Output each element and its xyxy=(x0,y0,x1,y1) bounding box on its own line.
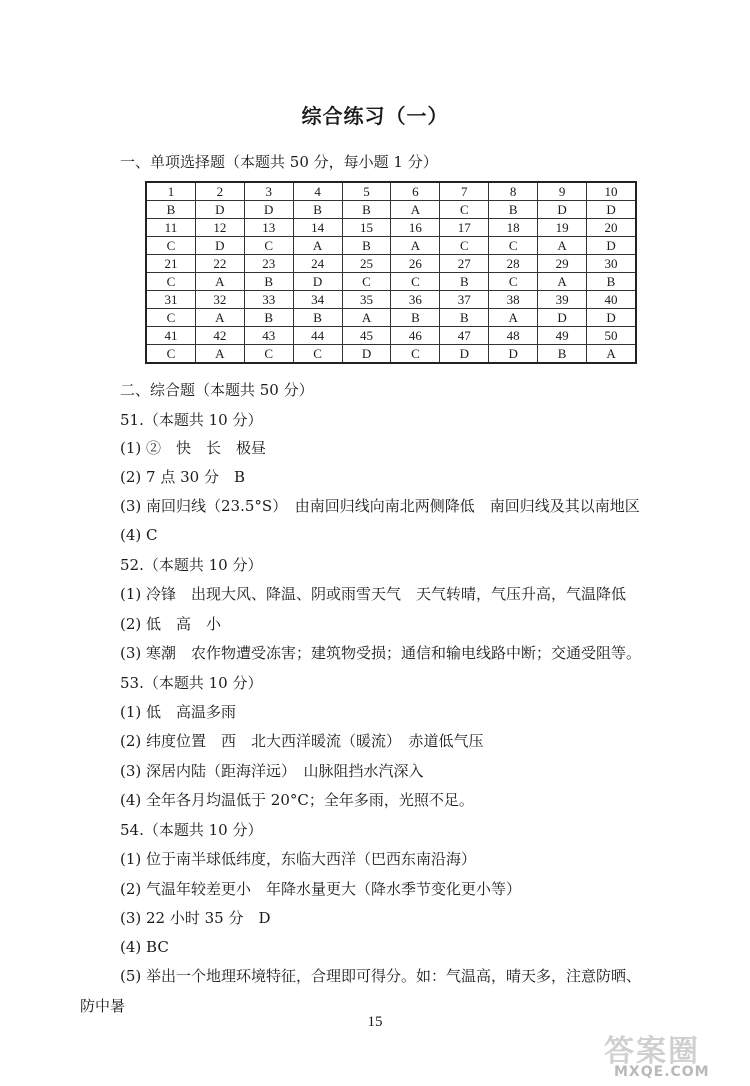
answer-cell: D xyxy=(489,345,538,364)
answer-cell: A xyxy=(342,309,391,327)
answer-line-continuation: 防中暑 xyxy=(80,997,126,1015)
answer-row xyxy=(146,345,636,364)
answer-cell: A xyxy=(293,237,342,255)
question-number-cell: 49 xyxy=(538,327,587,345)
answer-cell: A xyxy=(195,345,244,364)
question-number-cell: 18 xyxy=(489,219,538,237)
answer-cell: A xyxy=(489,309,538,327)
answer-line: (2) 纬度位置 西 北大西洋暖流（暖流） 赤道低气压 xyxy=(120,732,484,750)
watermark-main-text: 答案圈 xyxy=(604,1034,700,1069)
answer-cell: D xyxy=(342,345,391,364)
answer-cell: D xyxy=(244,201,293,219)
answer-cell: A xyxy=(195,309,244,327)
answer-cell: B xyxy=(146,201,195,219)
watermark-url-text: MXQE.COM xyxy=(614,1064,710,1080)
answer-cell: C xyxy=(391,345,440,364)
question-number-cell: 10 xyxy=(587,182,636,201)
question-number-cell: 22 xyxy=(195,255,244,273)
question-number-cell: 7 xyxy=(440,182,489,201)
question-number-cell: 29 xyxy=(538,255,587,273)
question-number-cell: 44 xyxy=(293,327,342,345)
answer-cell: C xyxy=(146,345,195,364)
question-number-cell: 42 xyxy=(195,327,244,345)
answer-line: (3) 深居内陆（距海洋远） 山脉阻挡水汽深入 xyxy=(120,762,424,780)
question-number-cell: 12 xyxy=(195,219,244,237)
answer-cell: A xyxy=(538,237,587,255)
question-number-cell: 47 xyxy=(440,327,489,345)
question-number-cell: 20 xyxy=(587,219,636,237)
page-number: 15 xyxy=(367,1014,383,1030)
question-number-row xyxy=(146,327,636,345)
answer-cell: A xyxy=(538,273,587,291)
question-number-cell: 30 xyxy=(587,255,636,273)
question-number-cell: 6 xyxy=(391,182,440,201)
answer-row xyxy=(146,237,636,255)
answer-cell: B xyxy=(244,309,293,327)
answer-table xyxy=(145,181,637,364)
answer-row xyxy=(146,201,636,219)
page-title: 综合练习（一） xyxy=(301,104,449,128)
answer-cell: B xyxy=(489,201,538,219)
question-number-cell: 31 xyxy=(146,291,195,309)
question-number-cell: 35 xyxy=(342,291,391,309)
answer-row xyxy=(146,273,636,291)
answer-line: (3) 南回归线（23.5°S） 由南回归线向南北两侧降低 南回归线及其以南地区 xyxy=(120,497,640,515)
question-number-cell: 14 xyxy=(293,219,342,237)
answer-cell: C xyxy=(293,345,342,364)
question-number-row xyxy=(146,219,636,237)
answer-cell: B xyxy=(440,273,489,291)
question-52-heading: 52.（本题共 10 分） xyxy=(120,556,263,574)
answer-row xyxy=(146,309,636,327)
answer-line: (1) 低 高温多雨 xyxy=(120,703,237,721)
question-number-cell: 13 xyxy=(244,219,293,237)
answer-line: (2) 低 高 小 xyxy=(120,615,222,633)
question-number-cell: 8 xyxy=(489,182,538,201)
answer-cell: D xyxy=(538,201,587,219)
question-number-cell: 32 xyxy=(195,291,244,309)
question-number-cell: 27 xyxy=(440,255,489,273)
answer-cell: A xyxy=(391,201,440,219)
question-number-cell: 15 xyxy=(342,219,391,237)
answer-cell: C xyxy=(146,273,195,291)
answer-cell: A xyxy=(195,273,244,291)
watermark-logo xyxy=(604,1026,744,1082)
question-number-cell: 38 xyxy=(489,291,538,309)
answer-cell: D xyxy=(195,201,244,219)
question-number-cell: 45 xyxy=(342,327,391,345)
question-number-row xyxy=(146,182,636,201)
answer-cell: C xyxy=(342,273,391,291)
question-number-cell: 11 xyxy=(146,219,195,237)
section2-heading: 二、综合题（本题共 50 分） xyxy=(120,381,314,399)
question-number-cell: 37 xyxy=(440,291,489,309)
question-number-cell: 5 xyxy=(342,182,391,201)
answer-cell: B xyxy=(538,345,587,364)
question-number-cell: 16 xyxy=(391,219,440,237)
question-number-row xyxy=(146,255,636,273)
answer-line: (5) 举出一个地理环境特征，合理即可得分。如：气温高，晴天多，注意防晒、 xyxy=(120,967,642,985)
answer-cell: A xyxy=(391,237,440,255)
answer-line: (4) C xyxy=(120,526,158,544)
question-number-cell: 43 xyxy=(244,327,293,345)
answer-line: (1) 位于南半球低纬度，东临大西洋（巴西东南沿海） xyxy=(120,850,477,868)
question-number-cell: 50 xyxy=(587,327,636,345)
answer-cell: B xyxy=(342,237,391,255)
answer-line: (2) 7 点 30 分 B xyxy=(120,468,245,486)
question-number-cell: 23 xyxy=(244,255,293,273)
question-number-cell: 39 xyxy=(538,291,587,309)
answer-cell: C xyxy=(146,309,195,327)
question-number-cell: 41 xyxy=(146,327,195,345)
answer-cell: D xyxy=(587,309,636,327)
answer-line: (3) 22 小时 35 分 D xyxy=(120,909,271,927)
question-number-cell: 25 xyxy=(342,255,391,273)
question-number-cell: 40 xyxy=(587,291,636,309)
question-number-cell: 36 xyxy=(391,291,440,309)
answer-cell: B xyxy=(293,201,342,219)
question-number-cell: 33 xyxy=(244,291,293,309)
question-54-heading: 54.（本题共 10 分） xyxy=(120,821,263,839)
answer-cell: B xyxy=(293,309,342,327)
question-number-cell: 46 xyxy=(391,327,440,345)
answer-cell: C xyxy=(489,237,538,255)
answer-cell: C xyxy=(244,237,293,255)
answer-cell: B xyxy=(391,309,440,327)
answer-cell: C xyxy=(440,237,489,255)
answer-cell: C xyxy=(391,273,440,291)
question-number-row xyxy=(146,291,636,309)
answer-cell: B xyxy=(440,309,489,327)
answer-cell: C xyxy=(244,345,293,364)
question-number-cell: 28 xyxy=(489,255,538,273)
answer-cell: C xyxy=(146,237,195,255)
answer-line: (4) BC xyxy=(120,938,169,956)
answer-line: (4) 全年各月均温低于 20°C；全年多雨，光照不足。 xyxy=(120,791,474,809)
answer-cell: D xyxy=(440,345,489,364)
question-number-cell: 21 xyxy=(146,255,195,273)
question-number-cell: 9 xyxy=(538,182,587,201)
answer-cell: B xyxy=(587,273,636,291)
answer-cell: B xyxy=(342,201,391,219)
answer-cell: D xyxy=(293,273,342,291)
question-number-cell: 17 xyxy=(440,219,489,237)
question-53-heading: 53.（本题共 10 分） xyxy=(120,674,263,692)
answer-cell: D xyxy=(587,201,636,219)
section1-heading: 一、单项选择题（本题共 50 分，每小题 1 分） xyxy=(120,153,438,171)
question-number-cell: 1 xyxy=(146,182,195,201)
answer-cell: A xyxy=(587,345,636,364)
question-number-cell: 4 xyxy=(293,182,342,201)
answer-line: (3) 寒潮 农作物遭受冻害；建筑物受损；通信和输电线路中断；交通受阻等。 xyxy=(120,644,642,662)
question-number-cell: 3 xyxy=(244,182,293,201)
question-number-cell: 24 xyxy=(293,255,342,273)
answer-line: (2) 气温年较差更小 年降水量更大（降水季节变化更小等） xyxy=(120,880,522,898)
question-number-cell: 48 xyxy=(489,327,538,345)
answer-cell: C xyxy=(440,201,489,219)
answer-cell: B xyxy=(244,273,293,291)
answer-cell: D xyxy=(587,237,636,255)
answer-cell: D xyxy=(538,309,587,327)
question-51-heading: 51.（本题共 10 分） xyxy=(120,411,263,429)
question-number-cell: 26 xyxy=(391,255,440,273)
answer-line: (1) ② 快 长 极昼 xyxy=(120,439,267,457)
answer-line: (1) 冷锋 出现大风、降温、阴或雨雪天气 天气转晴，气压升高，气温降低 xyxy=(120,585,627,603)
question-number-cell: 2 xyxy=(195,182,244,201)
question-number-cell: 19 xyxy=(538,219,587,237)
answer-cell: C xyxy=(489,273,538,291)
question-number-cell: 34 xyxy=(293,291,342,309)
answer-cell: D xyxy=(195,237,244,255)
